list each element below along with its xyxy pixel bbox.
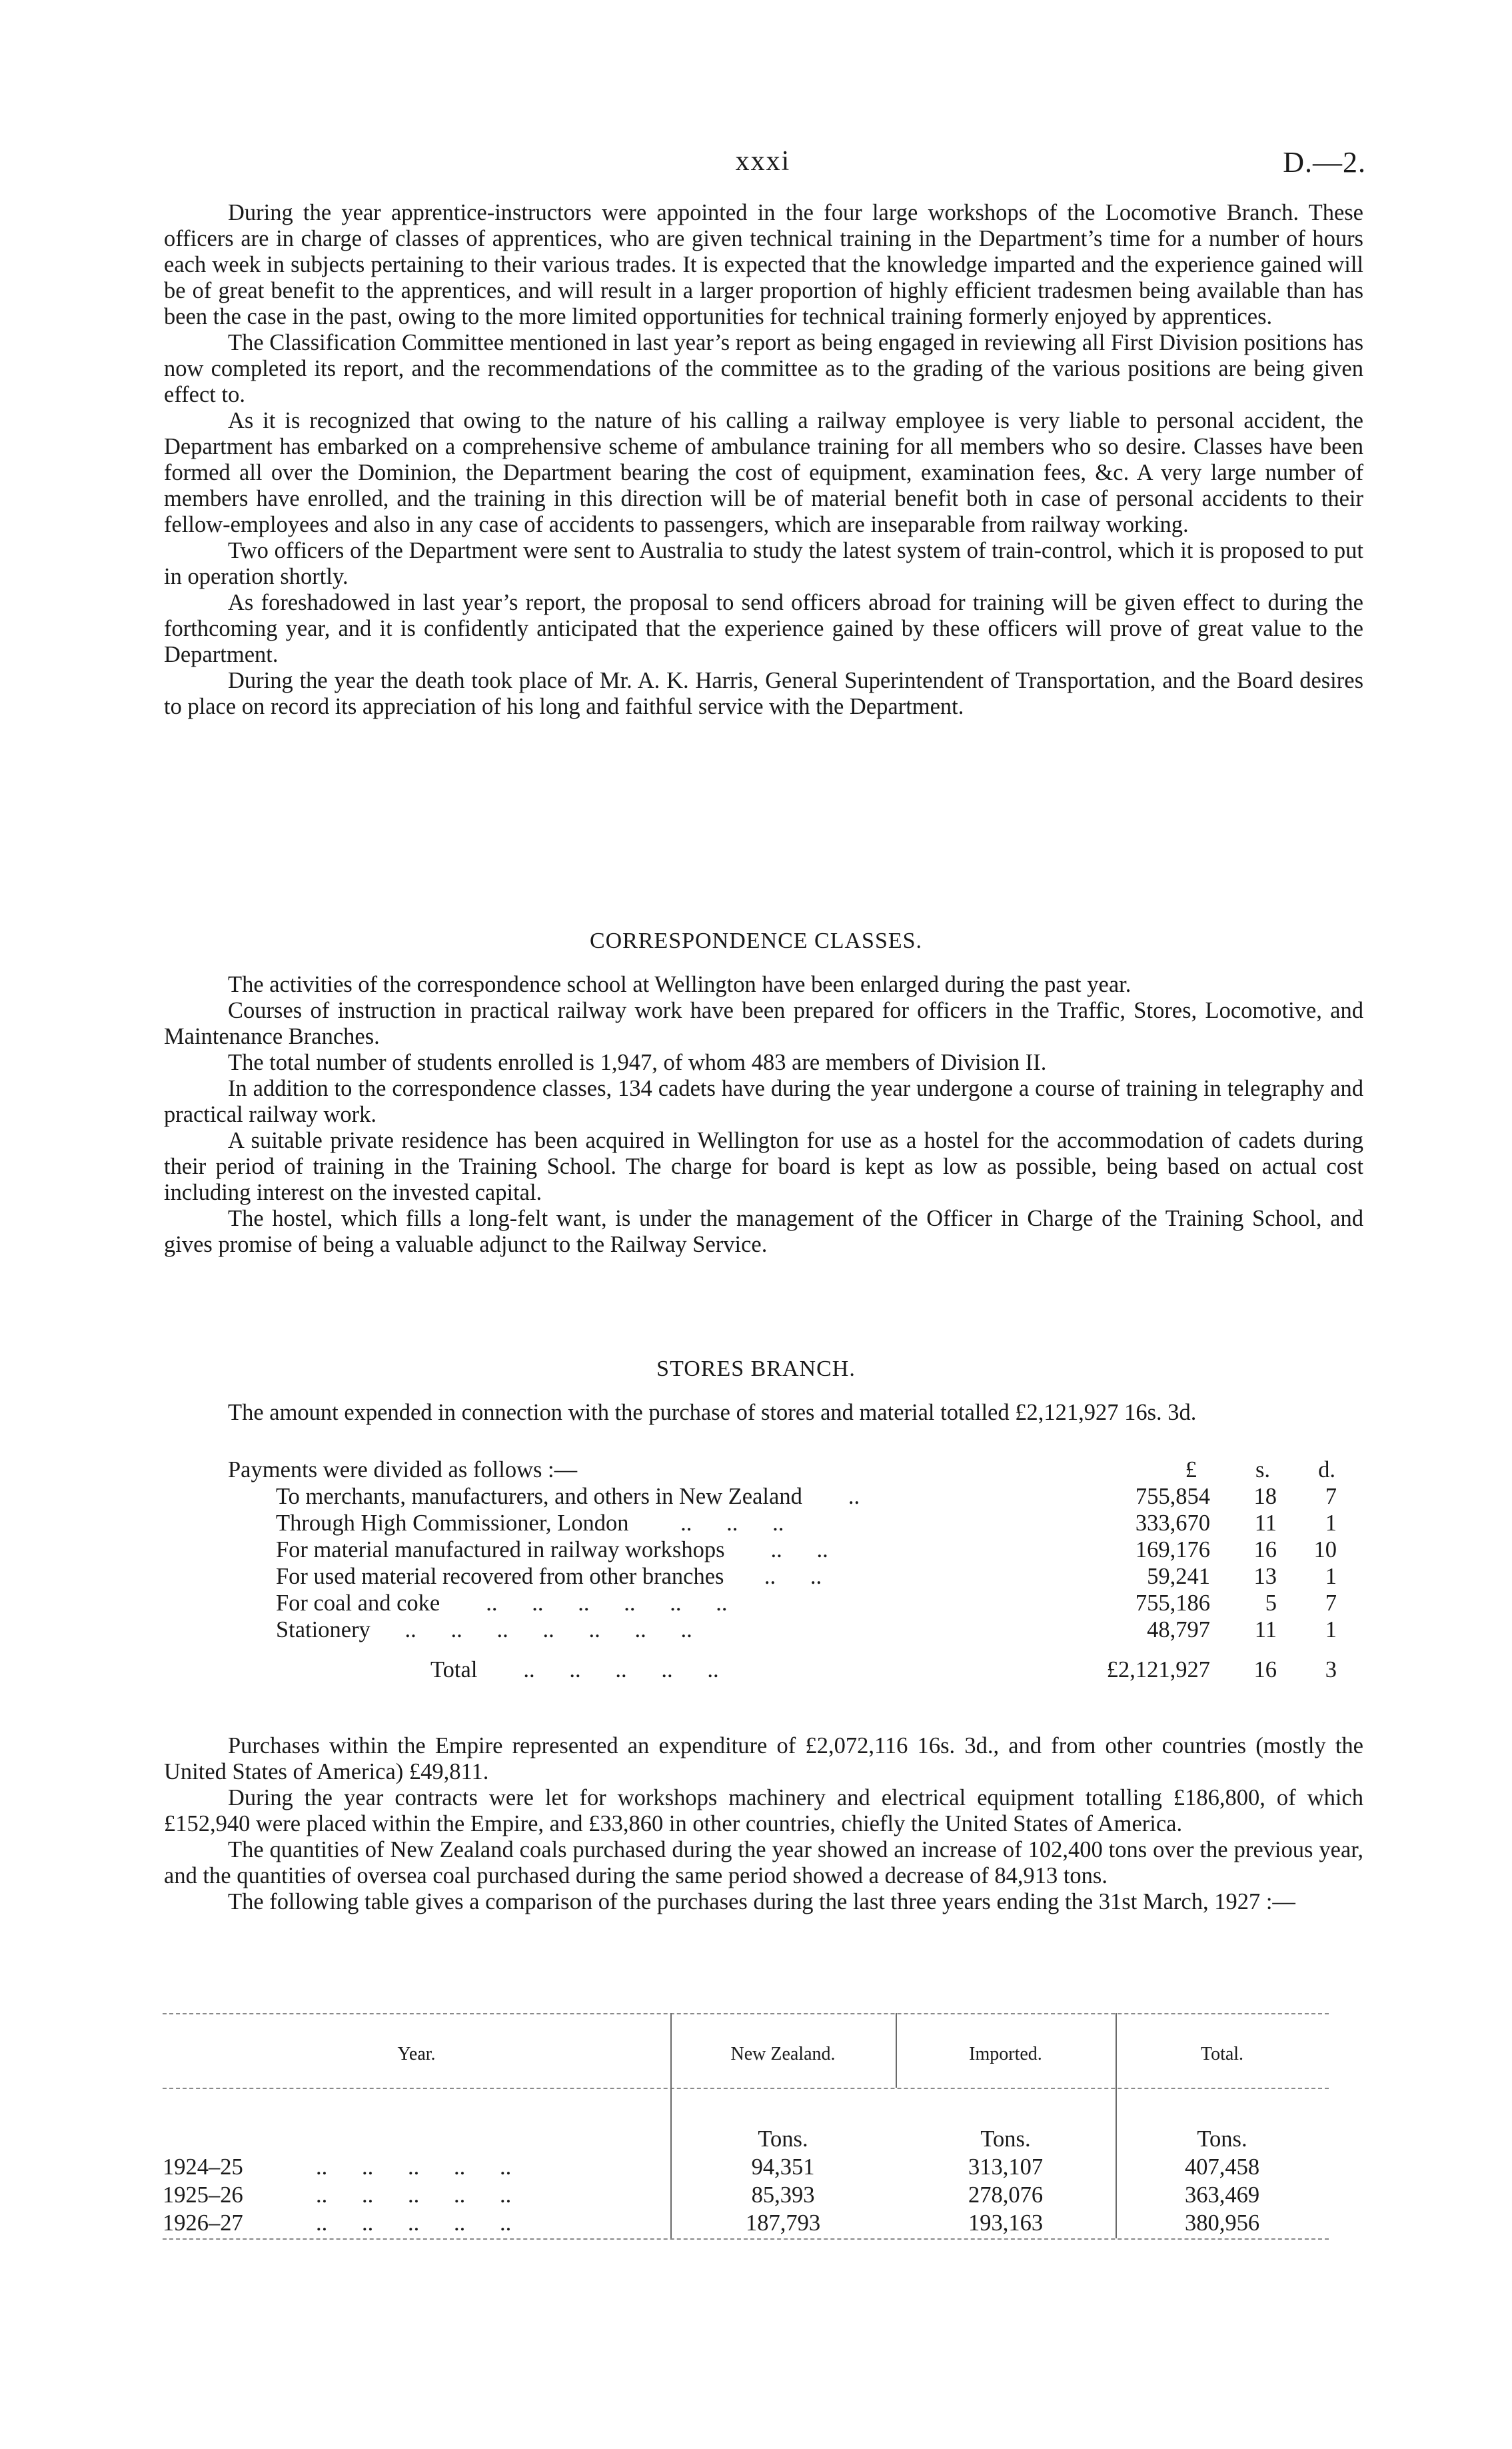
- shillings-column-header: s.: [1255, 1457, 1270, 1482]
- payment-label: Stationery .. .. .. .. .. .. ..: [276, 1617, 692, 1642]
- unit-tons-imported: Tons.: [980, 2126, 1031, 2152]
- paragraph-courses: Courses of instruction in practical railway work have been prepared for officers in the Traffic, Stores, Locomotive, and Maintenance Branches.: [164, 998, 1363, 1049]
- payment-shillings: 5: [1265, 1590, 1277, 1616]
- paragraph-correspondence-school: The activities of the correspondence school at Wellington have been enlarged during the past year.: [228, 972, 1132, 997]
- unit-tons-total: Tons.: [1197, 2126, 1247, 2152]
- coal-comparison-table: [163, 2013, 1329, 2240]
- row-year: 1926–27: [163, 2210, 243, 2236]
- payment-row: [164, 1616, 1363, 1643]
- paragraph-ambulance-training: As it is recognized that owing to the nature of his calling a railway employee is very liable to personal accident, the Department has embarked on a comprehensive scheme of ambulance training for all members who so desire. Classes have been formed all over the Dominion, the Department bearing the cost of equipment, examination fees, &c. A very large number of members have enrolled, and the training in this direction will be of material benefit both in case of personal accidents to their fellow-employees and also in any case of accidents to passengers, which are inseparable from railway working.: [164, 408, 1363, 537]
- paragraph-train-control: Two officers of the Department were sent to Australia to study the latest system of train-control, which it is proposed to put in operation shortly.: [164, 538, 1363, 589]
- payment-label: Through High Commissioner, London .. .. ..: [276, 1510, 784, 1536]
- paragraph-death-notice: During the year the death took place of Mr. A. K. Harris, General Superintendent of Transportation, and the Board desires to place on record its appreciation of his long and faithful service with the Department.: [164, 668, 1363, 719]
- row-nz: 94,351: [751, 2154, 815, 2180]
- row-year: 1924–25: [163, 2154, 243, 2180]
- paragraph-apprentice-instructors: During the year apprentice-instructors were appointed in the four large workshops of the Locomotive Branch. These officers are in charge of classes of apprentices, who are given technical training in the Department’s time for a number of hours each week in subjects pertaining to their various trades. It is expected that the knowledge imparted and the experience gained will be of great benefit to the apprentices, and will result in a larger proportion of highly efficient tradesmen being available than has been the case in the past, owing to the more limited opportunities for technical training formerly enjoyed by apprentices.: [164, 200, 1363, 329]
- payment-pounds: 755,186: [1135, 1590, 1210, 1616]
- payment-label: For used material recovered from other branches .. ..: [276, 1564, 822, 1589]
- row-total: 407,458: [1184, 2154, 1260, 2180]
- payment-label: For coal and coke .. .. .. .. .. ..: [276, 1590, 728, 1616]
- row-leader: .. .. .. .. ..: [316, 2210, 512, 2236]
- document-reference: D.—2.: [1283, 146, 1366, 179]
- paragraph-comparison-intro: The following table gives a comparison of the purchases during the last three years ending the 31st March, 1927 :—: [228, 1889, 1295, 1914]
- header-imported: Imported.: [969, 2044, 1042, 2064]
- total-shillings: 16: [1253, 1657, 1277, 1682]
- table-top-rule: [163, 2013, 1329, 2014]
- unit-tons-nz: Tons.: [758, 2126, 808, 2152]
- total-pounds: £2,121,927: [1106, 1657, 1210, 1682]
- payment-pence: 7: [1325, 1484, 1337, 1509]
- header-year: Year.: [397, 2044, 436, 2064]
- row-total: 363,469: [1184, 2182, 1260, 2208]
- payment-pounds: 59,241: [1147, 1564, 1210, 1589]
- stores-heading: STORES BRANCH.: [656, 1356, 856, 1381]
- paragraph-contracts: During the year contracts were let for workshops machinery and electrical equipment totalling £186,800, of which £152,940 were placed within the Empire, and £33,860 in other countries, chiefly the United States of America.: [164, 1785, 1363, 1836]
- payment-shillings: 11: [1254, 1510, 1277, 1536]
- payment-total-row: [164, 1656, 1363, 1683]
- correspondence-heading: CORRESPONDENCE CLASSES.: [589, 929, 923, 953]
- payment-shillings: 16: [1253, 1537, 1277, 1562]
- correspondence-section: [164, 972, 1363, 1258]
- payments-table: [164, 1456, 1363, 1683]
- row-total: 380,956: [1184, 2210, 1260, 2236]
- paragraph-hostel-management: The hostel, which fills a long-felt want, is under the management of the Officer in Charge of the Training School, and gives promise of being a valuable adjunct to the Railway Service.: [164, 1206, 1363, 1257]
- paragraph-hostel-residence: A suitable private residence has been acquired in Wellington for use as a hostel for the accommodation of cadets during their period of training in the Training School. The charge for board is kept as low as possible, being based on actual cost including interest on the invested capital.: [164, 1128, 1363, 1205]
- payment-row: [164, 1510, 1363, 1536]
- header-total: Total.: [1200, 2044, 1244, 2064]
- payment-row: [164, 1590, 1363, 1616]
- page-header: [160, 145, 1366, 185]
- paragraph-classification-committee: The Classification Committee mentioned in last year’s report as being engaged in reviewing all First Division positions has now completed its report, and the recommendations of the committee as to the grading of the various positions are being given effect to.: [164, 330, 1363, 407]
- payment-pounds: 169,176: [1135, 1537, 1210, 1562]
- payment-row: [164, 1483, 1363, 1510]
- payment-shillings: 13: [1253, 1564, 1277, 1589]
- payment-pence: 7: [1325, 1590, 1337, 1616]
- stores-commentary: [164, 1733, 1363, 1915]
- row-imported: 193,163: [968, 2210, 1044, 2236]
- payment-row: [164, 1563, 1363, 1590]
- table-bottom-rule: [163, 2238, 1329, 2240]
- payment-label: To merchants, manufacturers, and others in New Zealand ..: [276, 1484, 860, 1509]
- payment-pence: 10: [1313, 1537, 1337, 1562]
- row-nz: 85,393: [751, 2182, 815, 2208]
- page-number: xxxi: [735, 146, 791, 177]
- paragraph-empire-purchases: Purchases within the Empire represented an expenditure of £2,072,116 16s. 3d., and from other countries (mostly the United States of America) £49,811.: [164, 1733, 1363, 1784]
- paragraph-students-enrolled: The total number of students enrolled is 1,947, of whom 483 are members of Division II.: [228, 1050, 1047, 1075]
- row-nz: 187,793: [745, 2210, 821, 2236]
- total-label: Total .. .. .. .. ..: [430, 1657, 719, 1682]
- total-pence: 3: [1325, 1657, 1337, 1682]
- header-new-zealand: New Zealand.: [730, 2044, 836, 2064]
- payment-pounds: 755,854: [1135, 1484, 1210, 1509]
- paragraph-coal-quantities: The quantities of New Zealand coals purchased during the year showed an increase of 102,400 tons over the previous year, and the quantities of oversea coal purchased during the same period showed a decrease of 84,913 tons.: [164, 1837, 1363, 1888]
- row-imported: 313,107: [968, 2154, 1044, 2180]
- row-imported: 278,076: [968, 2182, 1044, 2208]
- payment-pence: 1: [1325, 1617, 1337, 1642]
- row-year: 1925–26: [163, 2182, 243, 2208]
- payments-intro: Payments were divided as follows :—: [228, 1457, 578, 1482]
- payment-shillings: 18: [1253, 1484, 1277, 1509]
- payment-row: [164, 1536, 1363, 1563]
- pence-column-header: d.: [1318, 1457, 1335, 1482]
- row-leader: .. .. .. .. ..: [316, 2182, 512, 2208]
- payment-pence: 1: [1325, 1564, 1337, 1589]
- payment-pounds: 48,797: [1147, 1617, 1210, 1642]
- pounds-column-header: £: [1185, 1457, 1197, 1482]
- payment-pence: 1: [1325, 1510, 1337, 1536]
- table-header-rule: [163, 2088, 1329, 2089]
- paragraph-training-abroad: As foreshadowed in last year’s report, the proposal to send officers abroad for training will be given effect to during the forthcoming year, and it is confidently anticipated that the experience gained by these officers will prove of great value to the Department.: [164, 590, 1363, 667]
- payment-shillings: 11: [1254, 1617, 1277, 1642]
- stores-intro: [164, 1400, 1363, 1426]
- payment-pounds: 333,670: [1135, 1510, 1210, 1536]
- intro-section: [164, 200, 1363, 720]
- paragraph-stores-total: The amount expended in connection with the purchase of stores and material totalled £2,121,927 16s. 3d.: [228, 1400, 1197, 1425]
- paragraph-cadets: In addition to the correspondence classes, 134 cadets have during the year undergone a course of training in telegraphy and practical railway work.: [164, 1076, 1363, 1127]
- payment-label: For material manufactured in railway workshops .. ..: [276, 1537, 828, 1562]
- row-leader: .. .. .. .. ..: [316, 2154, 512, 2180]
